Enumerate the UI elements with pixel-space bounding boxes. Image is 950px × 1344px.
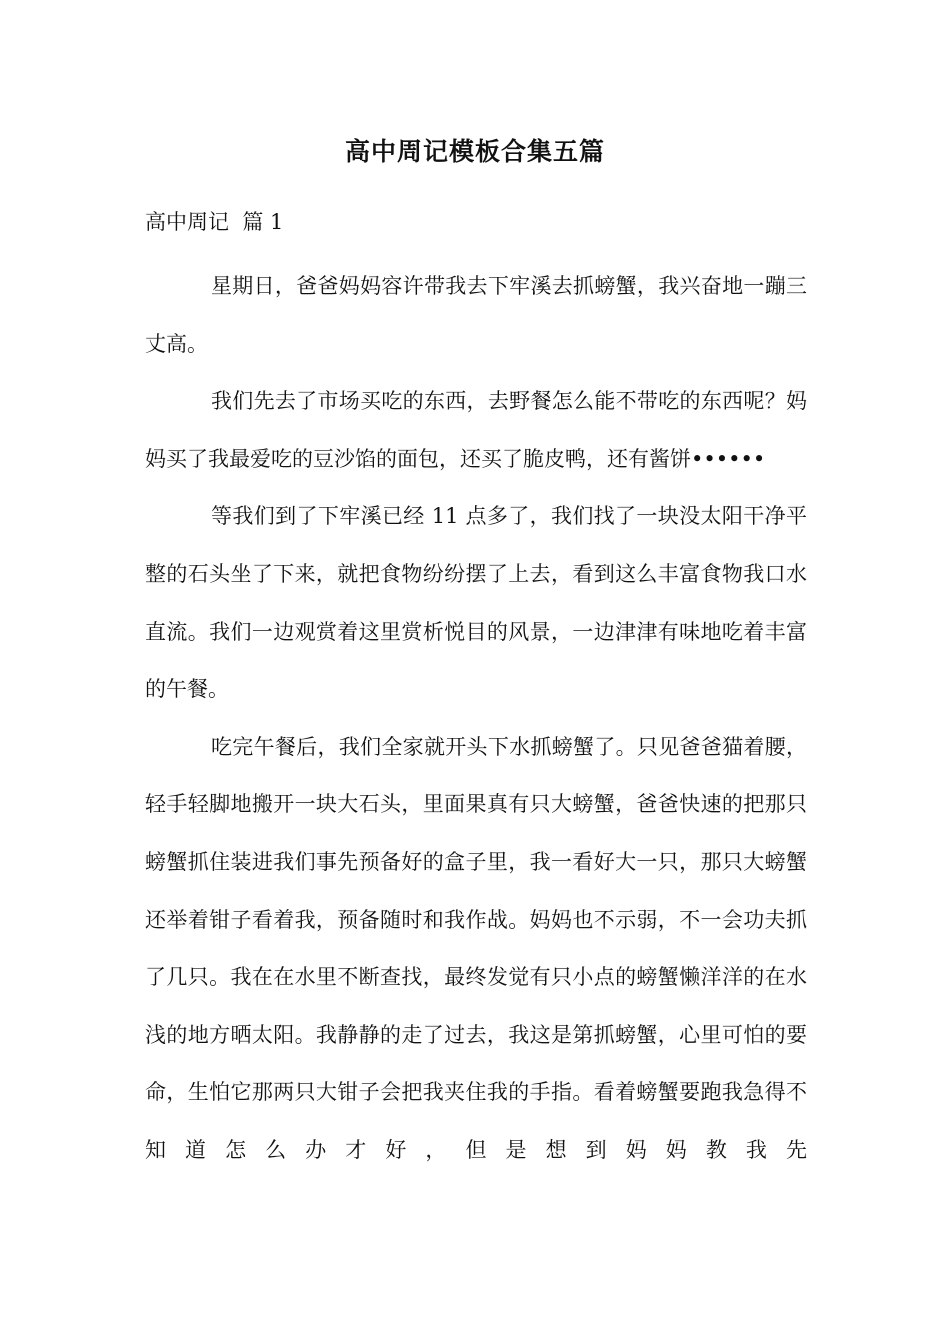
paragraph-3: 等我们到了下牢溪已经 11 点多了，我们找了一块没太阳干净平整的石头坐了下来，就把食物纷纷摆了上去，看到这么丰富食物我口水直流。我们一边观赏着这里赏析悦目的风景，一边津津有味地吃着丰富的午餐。 xyxy=(145,504,807,702)
paragraph-1: 星期日，爸爸妈妈容许带我去下牢溪去抓螃蟹，我兴奋地一蹦三丈高。 xyxy=(145,274,807,356)
section-heading: 高中周记 篇 1 xyxy=(145,210,284,234)
document-body xyxy=(145,258,807,1180)
paragraph-4: 吃完午餐后，我们全家就开头下水抓螃蟹了。只见爸爸猫着腰，轻手轻脚地搬开一块大石头，里面果真有只大螃蟹，爸爸快速的把那只螃蟹抓住装进我们事先预备好的盒子里，我一看好大一只，那只大螃蟹还举着钳子看着我，预备随时和我作战。妈妈也不示弱，不一会功夫抓了几只。我在在水里不断查找，最终发觉有只小点的螃蟹懒洋洋的在水浅的地方晒太阳。我静静的走了过去，我这是第抓螃蟹，心里可怕的要命，生怕它那两只大钳子会把我夹住我的手指。看着螃蟹要跑我急得不知道怎么办才好，但是想到妈妈教我先 xyxy=(145,734,807,1162)
document-title: 高中周记模板合集五篇 xyxy=(344,137,605,166)
paragraph-2: 我们先去了市场买吃的东西，去野餐怎么能不带吃的东西呢？妈妈买了我最爱吃的豆沙馅的面包，还买了脆皮鸭，还有酱饼•••••• xyxy=(145,389,807,471)
